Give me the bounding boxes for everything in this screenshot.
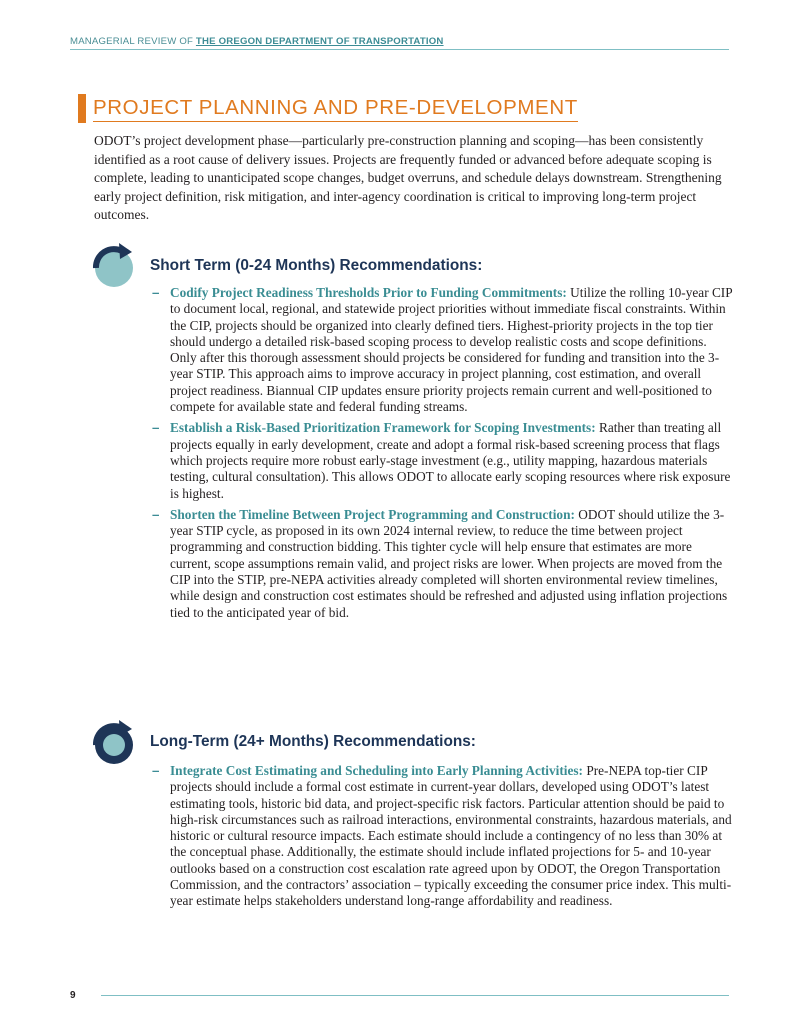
item-title: Codify Project Readiness Thresholds Prior to Funding Commitments: [170,285,567,300]
item-title: Establish a Risk-Based Prioritization Framework for Scoping Investments: [170,420,596,436]
dash-bullet: – [152,285,160,300]
list-item [150,763,734,910]
intro-paragraph: ODOT’s project development phase—particularly pre-construction planning and scoping—has been consistently identified as a root cause of delivery issues. Projects are frequently funded or advanced before adequate scoping is complete, leading to unanticipated scope changes, budget overruns, and schedule delays downstream. Strengthening early project definition, risk mitigation, and inter-agency coordination is critical to improving long-term project outcomes. [94,133,722,223]
header-prefix: MANAGERIAL REVIEW OF [70,36,196,47]
header-link[interactable]: THE OREGON DEPARTMENT OF TRANSPORTATION [195,36,444,47]
item-text: ODOT should utilize the 3-year STIP cycle, as proposed in its own 2024 internal review, to reduce the time between project programming and construction bidding. This tighter cycle will help ensure that estimates are more current, scope assumptions remain valid, and project risks are lower. When projects are moved from the CIP into the STIP, pre-NEPA activities already completed will shorten environmental review timelines, while design and construction cost estimates should be refreshed and adjusted using inflation projections tied to the anticipated year of bid. [170,506,728,620]
item-text: Rather than treating all projects equally in early development, create and adopt a formal risk-based screening process that flags which projects require more robust early-stage investment (e.g., utility mapping, hazardous materials testing, cultural consultation). This allows ODOT to allocate early scoping resources where risk exposure is highest. [170,420,731,501]
running-header [70,36,729,50]
circular-arrow-icon [92,719,138,765]
item-text: Pre-NEPA top-tier CIP projects should include a formal cost estimate in current-year dollars, developed using ODOT’s latest estimating tools, historic bid data, and project-specific risk factors. Particular attention should be paid to high-risk circumstances such as railroad interactions, environmental constraints, hazardous materials, and historic or cultural resource impacts. Each estimate should include a contingency of no less than 30% at the conceptual phase. Additionally, the estimate should include inflated projections for 5- and 10-year outlooks based on a construction cost escalation rate agreed upon by ODOT, the Oregon Transportation Commission, and the contractors’ association – typically exceeding the consumer price index. This multi-year estimate helps stakeholders understand long-range affordability and readiness. [170,763,732,909]
page-number: 9 [70,990,76,1001]
list-item [150,420,734,501]
short-term-list [150,285,734,626]
long-term-heading: Long-Term (24+ Months) Recommendations: [150,733,476,750]
section-title: PROJECT PLANNING AND PRE-DEVELOPMENT [93,94,578,122]
dash-bullet: – [152,763,160,778]
item-title: Shorten the Timeline Between Project Programming and Construction: [170,506,575,522]
dash-bullet: – [152,506,160,522]
short-term-heading: Short Term (0-24 Months) Recommendations: [150,257,483,274]
footer-divider [101,995,729,996]
list-item [150,507,734,621]
item-text: Utilize the rolling 10-year CIP to document local, regional, and statewide project priorities without immediate fiscal constraints. Within the CIP, projects should be organized into clearly defined tiers. Highest-priority projects in the top tier should undergo a detailed risk-based scoping process to develop realistic costs and scope definitions. Only after this thorough assessment should projects be considered for funding and transition into the 3-year STIP. This approach aims to improve accuracy in project planning, cost estimation, and overall project readiness. Biannual CIP updates ensure priority projects remain current and well-positioned to compete for available state and federal funding streams. [170,285,733,415]
dash-bullet: – [152,420,160,436]
circular-arrow-icon [92,242,138,288]
title-accent-bar [78,94,86,123]
long-term-list [150,763,734,915]
item-title: Integrate Cost Estimating and Scheduling into Early Planning Activities: [170,763,583,778]
list-item [150,285,734,415]
